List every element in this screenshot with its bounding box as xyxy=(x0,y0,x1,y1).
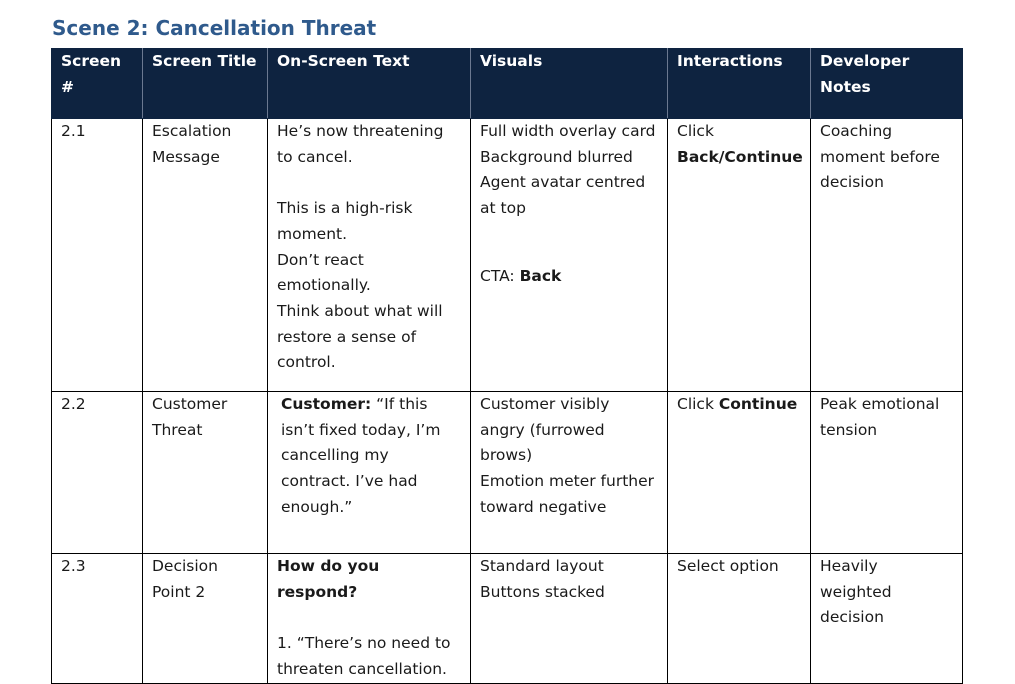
cta-value: Back xyxy=(519,266,562,285)
cell-on-screen-text xyxy=(268,119,471,392)
cell-screen-title: Decision Point 2 xyxy=(143,554,268,684)
header-row xyxy=(52,49,963,119)
cell-screen-title: Customer Threat xyxy=(143,392,268,554)
scene-title: Scene 2: Cancellation Threat xyxy=(52,16,377,40)
on-screen-para: Don’t react emotionally. xyxy=(277,250,371,295)
cell-developer-notes: Coaching moment before decision xyxy=(811,119,963,392)
cell-visuals xyxy=(471,554,668,684)
cell-interactions xyxy=(668,392,811,554)
cell-visuals xyxy=(471,392,668,554)
on-screen-para: This is a high-risk moment. xyxy=(277,199,413,243)
interaction-action: Continue xyxy=(718,395,798,413)
visual-line: Agent avatar centred at top xyxy=(480,173,646,218)
interaction-prefix: Click xyxy=(677,122,714,140)
interaction-action: Back/Continue xyxy=(677,147,803,166)
cell-screen-num: 2.2 xyxy=(52,392,143,554)
col-header-visuals: Visuals xyxy=(471,49,668,119)
cell-on-screen-text xyxy=(268,392,471,554)
visual-cta xyxy=(480,264,659,290)
col-header-screen-num: Screen # xyxy=(52,49,143,119)
quote-text: “If this isn’t fixed today, I’m cancelling my contract. I’ve had enough.” xyxy=(281,395,441,516)
customer-quote xyxy=(277,392,462,521)
col-header-on-screen-text: On-Screen Text xyxy=(268,49,471,119)
interaction-prefix: Click xyxy=(677,395,719,413)
visual-line: Standard layout xyxy=(480,557,604,575)
decision-option: 1. “There’s no need to threaten cancellation. xyxy=(277,634,451,678)
cell-screen-num: 2.1 xyxy=(52,119,143,392)
cell-screen-title: Escalation Message xyxy=(143,119,268,392)
cell-developer-notes: Peak emotional tension xyxy=(811,392,963,554)
col-header-developer-notes: Developer Notes xyxy=(811,49,963,119)
cta-label: CTA: xyxy=(480,266,520,285)
speaker-label: Customer: xyxy=(281,395,372,413)
on-screen-para: Think about what will restore a sense of control. xyxy=(277,301,443,372)
on-screen-para: He’s now threatening to cancel. xyxy=(277,122,444,166)
col-header-interactions: Interactions xyxy=(668,49,811,119)
storyboard-table xyxy=(51,48,963,684)
visual-line: Customer visibly angry (furrowed brows) xyxy=(480,395,610,465)
table-row xyxy=(52,119,963,392)
table-row xyxy=(52,554,963,684)
cell-on-screen-text xyxy=(268,554,471,684)
cell-visuals xyxy=(471,119,668,392)
visual-line: Buttons stacked xyxy=(480,582,605,601)
table-row xyxy=(52,392,963,554)
cell-developer-notes: Heavily weighted decision xyxy=(811,554,963,684)
col-header-screen-title: Screen Title xyxy=(143,49,268,119)
cell-interactions: Select option xyxy=(668,554,811,684)
cell-screen-num: 2.3 xyxy=(52,554,143,684)
visual-line: Emotion meter further toward negative xyxy=(480,472,655,516)
visual-line: Background blurred xyxy=(480,147,633,166)
visual-line: Full width overlay card xyxy=(480,122,656,140)
cell-interactions xyxy=(668,119,811,392)
decision-heading: How do you respond? xyxy=(277,557,380,601)
